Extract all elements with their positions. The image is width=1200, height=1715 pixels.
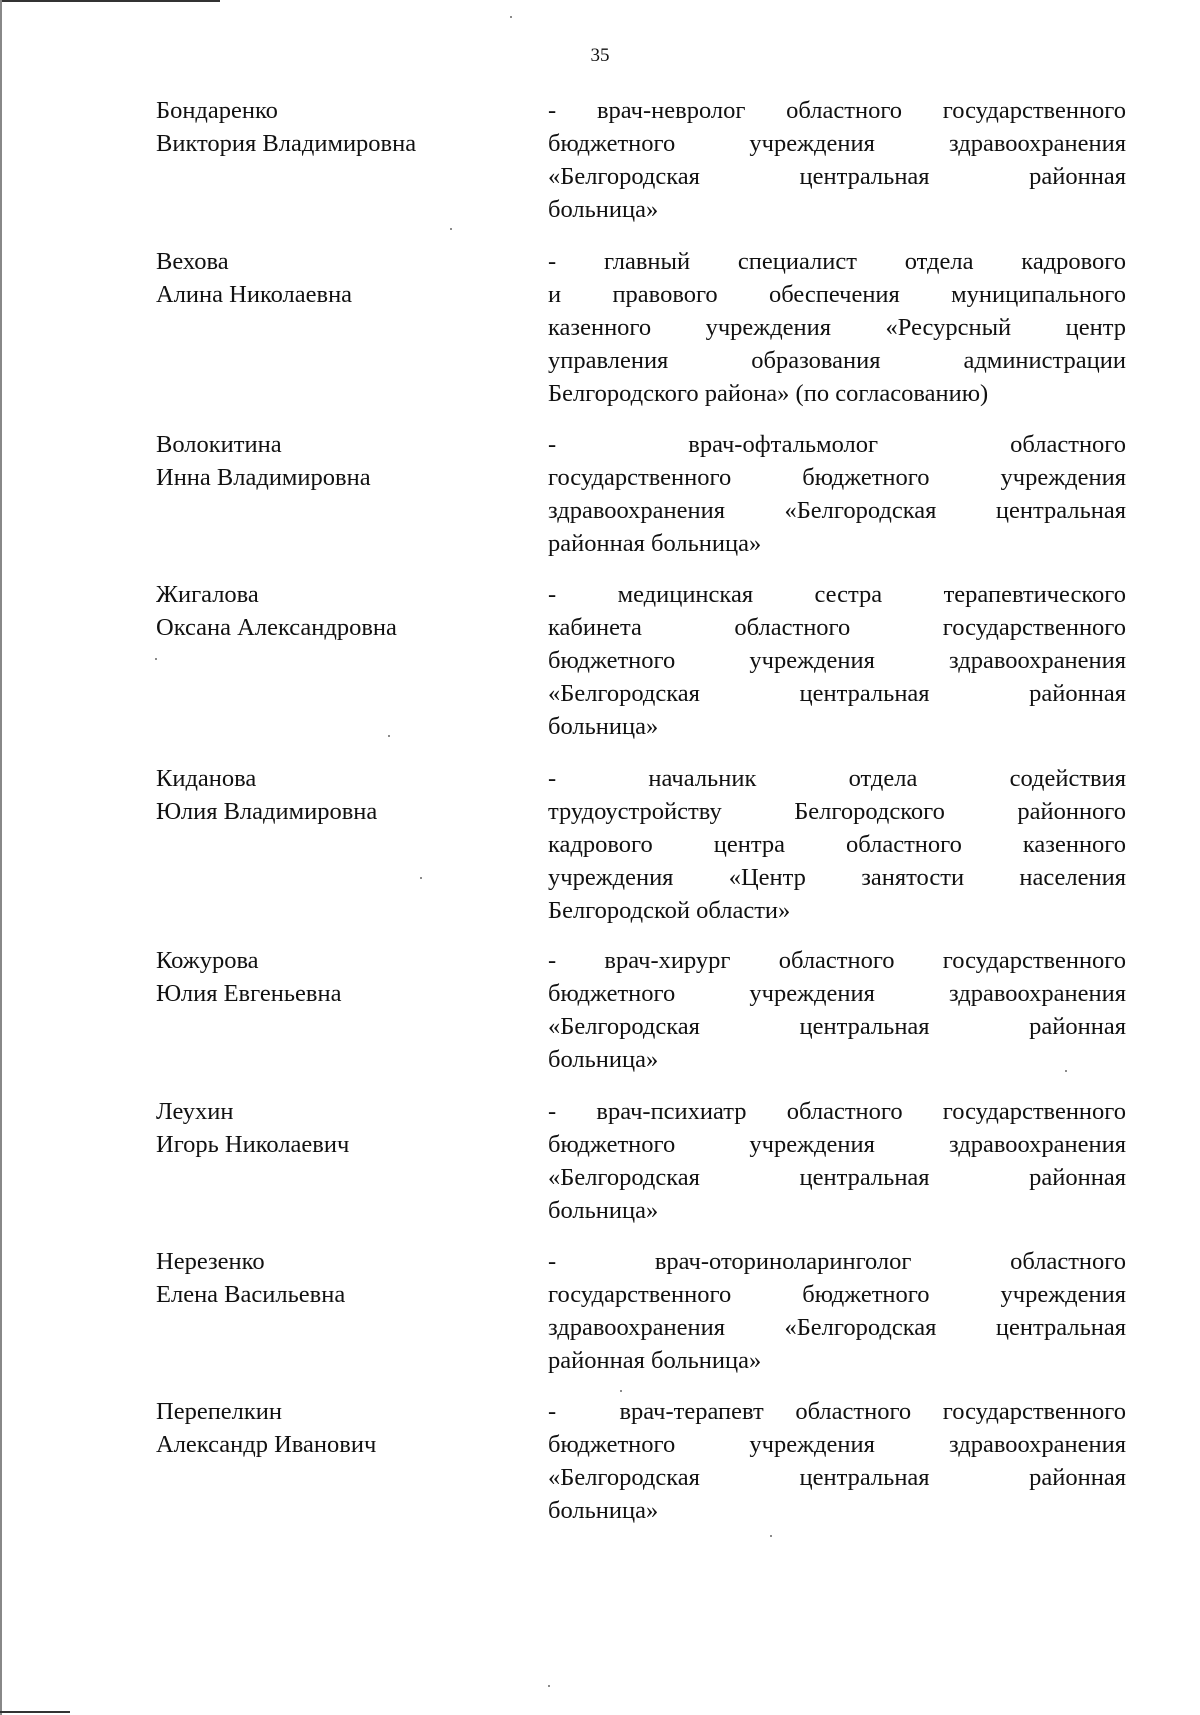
position-line: бюджетного учреждения здравоохранения: [548, 647, 1126, 674]
member-surname: Нерезенко: [156, 1248, 265, 1275]
member-position: [548, 578, 1126, 743]
member-name: [156, 578, 516, 644]
position-line: - врач-офтальмолог областного: [548, 431, 1126, 458]
position-line: больница»: [548, 713, 659, 740]
position-line: бюджетного учреждения здравоохранения: [548, 1431, 1126, 1458]
scan-edge-line: [0, 1711, 70, 1713]
scan-edge-line: [0, 0, 2, 1715]
position-line: - начальник отдела содействия: [548, 765, 1126, 792]
position-line: бюджетного учреждения здравоохранения: [548, 130, 1126, 157]
position-line: «Белгородская центральная районная: [548, 680, 1126, 707]
position-line: - врач-невролог областного государственного: [548, 97, 1126, 124]
scan-edge-line: [0, 0, 220, 2]
position-line: - медицинская сестра терапевтического: [548, 581, 1126, 608]
member-position: [548, 245, 1126, 410]
scan-speck: [388, 735, 390, 737]
member-surname: Бондаренко: [156, 97, 278, 124]
position-line: здравоохранения «Белгородская центральная: [548, 497, 1126, 524]
position-line: здравоохранения «Белгородская центральная: [548, 1314, 1126, 1341]
position-line: «Белгородская центральная районная: [548, 1464, 1126, 1491]
scan-speck: [155, 658, 157, 660]
member-given-names: Юлия Владимировна: [156, 798, 378, 825]
position-line: - врач-оториноларинголог областного: [548, 1248, 1126, 1275]
position-line: и правового обеспечения муниципального: [548, 281, 1126, 308]
member-name: [156, 94, 516, 160]
position-line: - врач-хирург областного государственного: [548, 947, 1126, 974]
member-name: [156, 762, 516, 828]
position-line: больница»: [548, 1046, 659, 1073]
position-line: - врач-терапевт областного государственного: [548, 1398, 1126, 1425]
position-line: кабинета областного государственного: [548, 614, 1126, 641]
position-line: бюджетного учреждения здравоохранения: [548, 980, 1126, 1007]
member-given-names: Юлия Евгеньевна: [156, 980, 342, 1007]
member-given-names: Алина Николаевна: [156, 281, 353, 308]
member-position: [548, 1245, 1126, 1377]
member-name: [156, 1245, 516, 1311]
member-position: [548, 1095, 1126, 1227]
scan-speck: [420, 877, 422, 879]
position-line: казенного учреждения «Ресурсный центр: [548, 314, 1126, 341]
member-given-names: Александр Иванович: [156, 1431, 377, 1458]
scan-speck: [510, 16, 512, 18]
member-name: [156, 1395, 516, 1461]
scan-speck: [620, 1390, 622, 1392]
member-name: [156, 245, 516, 311]
member-given-names: Игорь Николаевич: [156, 1131, 350, 1158]
position-line: больница»: [548, 1197, 659, 1224]
position-line: районная больница»: [548, 530, 762, 557]
member-surname: Перепелкин: [156, 1398, 283, 1425]
member-surname: Жигалова: [156, 581, 259, 608]
position-line: учреждения «Центр занятости населения: [548, 864, 1126, 891]
position-line: государственного бюджетного учреждения: [548, 1281, 1126, 1308]
position-line: больница»: [548, 196, 659, 223]
position-line: - главный специалист отдела кадрового: [548, 248, 1126, 275]
member-name: [156, 1095, 516, 1161]
member-position: [548, 1395, 1126, 1527]
member-position: [548, 94, 1126, 226]
scan-speck: [770, 1535, 772, 1537]
member-given-names: Виктория Владимировна: [156, 130, 417, 157]
position-line: «Белгородская центральная районная: [548, 1164, 1126, 1191]
member-surname: Киданова: [156, 765, 257, 792]
position-line: государственного бюджетного учреждения: [548, 464, 1126, 491]
member-surname: Вехова: [156, 248, 229, 275]
position-line: кадрового центра областного казенного: [548, 831, 1126, 858]
position-line: - врач-психиатр областного государственного: [548, 1098, 1126, 1125]
position-line: больница»: [548, 1497, 659, 1524]
member-name: [156, 428, 516, 494]
position-line: районная больница»: [548, 1347, 762, 1374]
position-line: бюджетного учреждения здравоохранения: [548, 1131, 1126, 1158]
member-surname: Волокитина: [156, 431, 282, 458]
member-given-names: Инна Владимировна: [156, 464, 371, 491]
member-surname: Кожурова: [156, 947, 259, 974]
member-given-names: Оксана Александровна: [156, 614, 397, 641]
member-position: [548, 944, 1126, 1076]
member-surname: Леухин: [156, 1098, 234, 1125]
scan-speck: [548, 1685, 550, 1687]
position-line: «Белгородская центральная районная: [548, 163, 1126, 190]
member-name: [156, 944, 516, 1010]
member-given-names: Елена Васильевна: [156, 1281, 346, 1308]
position-line: «Белгородская центральная районная: [548, 1013, 1126, 1040]
member-position: [548, 428, 1126, 560]
position-line: Белгородской области»: [548, 897, 791, 924]
page-number: 35: [590, 45, 610, 66]
position-line: управления образования администрации: [548, 347, 1126, 374]
member-position: [548, 762, 1126, 927]
position-line: Белгородского района» (по согласованию): [548, 380, 989, 407]
scan-speck: [450, 228, 452, 230]
position-line: трудоустройству Белгородского районного: [548, 798, 1126, 825]
